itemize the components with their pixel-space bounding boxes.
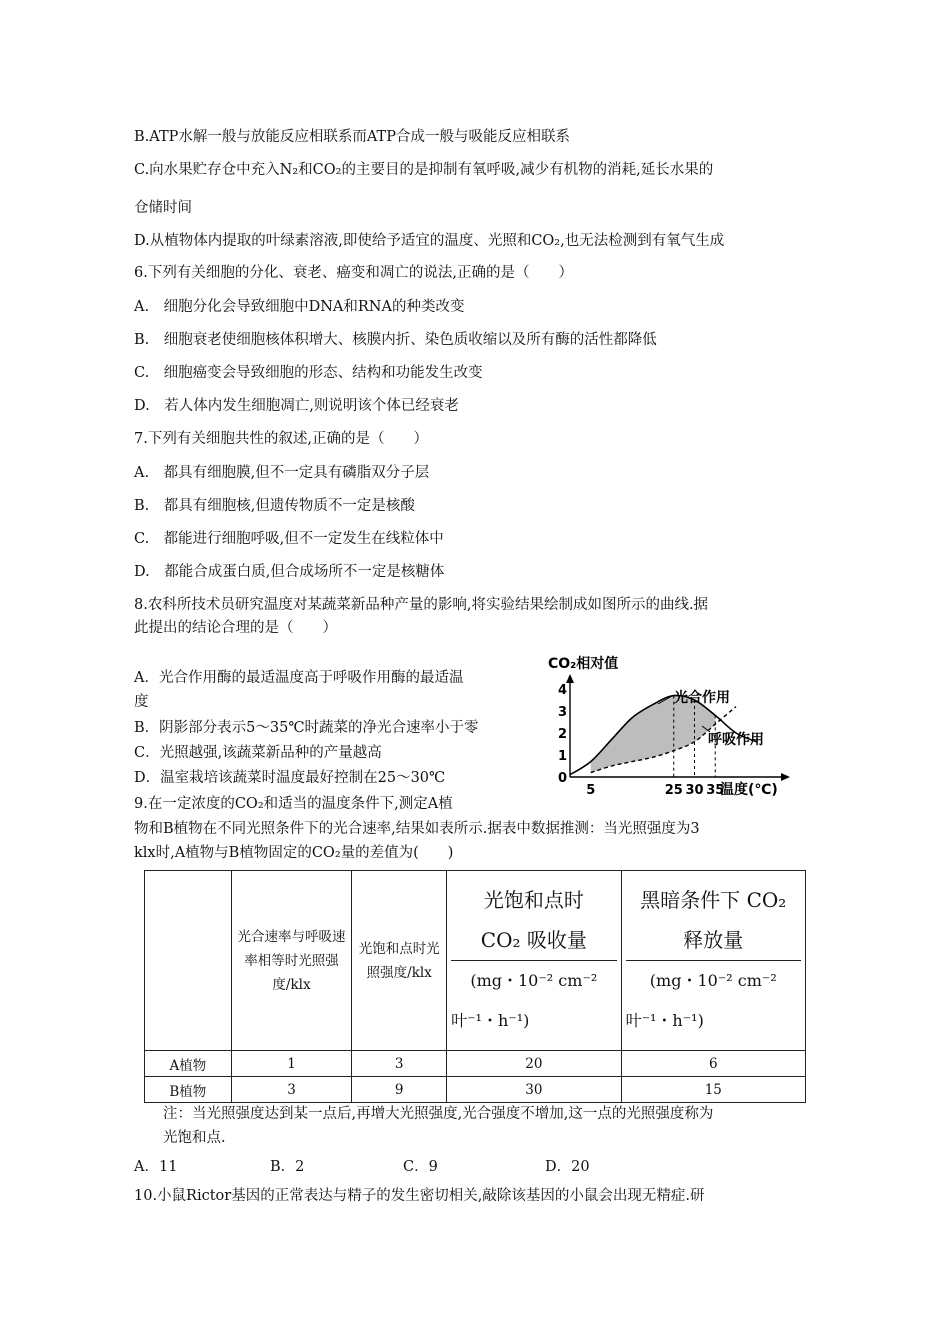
shaded-area [591, 695, 716, 772]
option: C．光照越强,该蔬菜新品种的产量越高 [134, 745, 382, 761]
x-tick-label: 25 [664, 783, 683, 798]
co2-chart [540, 650, 800, 800]
option: A. 都具有细胞膜,但不一定具有磷脂双分子层 [134, 465, 430, 481]
option: D. 若人体内发生细胞凋亡,则说明该个体已经衰老 [134, 398, 459, 414]
question-10: 10.小鼠Rictor基因的正常表达与精子的发生密切相关,敲除该基因的小鼠会出现无精症.研 [134, 1188, 705, 1204]
table-cell: 6 [621, 1051, 805, 1077]
option: B. 都具有细胞核,但遗传物质不一定是核酸 [134, 498, 415, 514]
option: C. 细胞癌变会导致细胞的形态、结构和功能发生改变 [134, 365, 483, 381]
header-cell [145, 871, 232, 1051]
x-axis-label: 温度(℃) [720, 782, 778, 798]
table-cell: 20 [447, 1051, 621, 1077]
line: B.ATP水解一般与放能反应相联系而ATP合成一般与吸能反应相联系 [134, 129, 570, 145]
line: 此提出的结论合理的是（ ） [134, 620, 337, 636]
line: 仓储时间 [134, 200, 192, 216]
option: D．温室栽培该蔬菜时温度最好控制在25～30℃ [134, 770, 446, 786]
x-axis-arrow [781, 773, 790, 781]
line: klx时,A植物与B植物固定的CO₂量的差值为( ) [134, 845, 454, 861]
line: 物和B植物在不同光照条件下的光合速率,结果如表所示.据表中数据推测：当光照强度为3 [134, 821, 700, 837]
answer-option-a: A．11 [134, 1159, 178, 1175]
x-tick-label: 30 [685, 783, 704, 798]
y-tick-label: 4 [558, 683, 568, 698]
header-line: 光饱和点时 [483, 888, 584, 912]
table-cell: A植物 [145, 1051, 232, 1077]
note: 注：当光照强度达到某一点后,再增大光照强度,光合强度不增加,这一点的光照强度称为 [163, 1106, 714, 1122]
header-cell: 光合速率与呼吸速率相等时光照强度/klx [231, 871, 352, 1051]
header-line: 叶⁻¹・h⁻¹) [451, 1011, 530, 1030]
y-axis-arrow [566, 674, 574, 683]
y-tick-label: 3 [558, 705, 568, 720]
note: 光饱和点. [163, 1130, 226, 1146]
y-tick-label: 0 [558, 771, 568, 786]
series-label-photosynthesis: 光合作用 [674, 690, 730, 706]
table-cell: 15 [621, 1077, 805, 1103]
table-cell: 3 [352, 1051, 447, 1077]
question-8: 8.农科所技术员研究温度对某蔬菜新品种产量的影响,将实验结果绘制成如图所示的曲线.据 [134, 597, 709, 613]
table-cell: 9 [352, 1077, 447, 1103]
line: C.向水果贮存仓中充入N₂和CO₂的主要目的是抑制有氧呼吸,减少有机物的消耗,延长水果的 [134, 162, 714, 178]
header-line: 释放量 [626, 920, 801, 961]
header-line: (mg・10⁻² cm⁻² [470, 971, 598, 990]
x-tick-label: 5 [586, 783, 596, 798]
table-cell: B植物 [145, 1077, 232, 1103]
option: B．阴影部分表示5～35℃时蔬菜的净光合速率小于零 [134, 720, 479, 736]
option: A. 细胞分化会导致细胞中DNA和RNA的种类改变 [134, 299, 465, 315]
table-cell: 1 [231, 1051, 352, 1077]
x-tick-label: 35 [706, 783, 725, 798]
header-cell: 光饱和点时光照强度/klx [352, 871, 447, 1051]
answer-option-b: B．2 [270, 1159, 305, 1175]
header-line: (mg・10⁻² cm⁻² [649, 971, 777, 990]
option: A．光合作用酶的最适温度高于呼吸作用酶的最适温 [134, 670, 464, 686]
question-7: 7.下列有关细胞共性的叙述,正确的是（ ） [134, 431, 428, 447]
question-6: 6.下列有关细胞的分化、衰老、癌变和凋亡的说法,正确的是（ ） [134, 265, 573, 281]
table-row [145, 1051, 806, 1077]
option: B. 细胞衰老使细胞核体积增大、核膜内折、染色质收缩以及所有酶的活性都降低 [134, 332, 657, 348]
table-header-row [145, 871, 806, 1051]
header-line: 叶⁻¹・h⁻¹) [625, 1011, 704, 1030]
header-line: CO₂ 吸收量 [451, 920, 616, 961]
option: D. 都能合成蛋白质,但合成场所不一定是核糖体 [134, 564, 445, 580]
header-cell-co2-uptake [447, 871, 621, 1051]
answer-option-c: C．9 [403, 1159, 438, 1175]
data-table [144, 870, 806, 1103]
y-tick-label: 2 [558, 727, 568, 742]
header-cell-co2-release [621, 871, 805, 1051]
answer-option-d: D．20 [545, 1159, 590, 1175]
question-9: 9.在一定浓度的CO₂和适当的温度条件下,测定A植 [134, 796, 453, 812]
header-line: 黑暗条件下 CO₂ [640, 888, 787, 912]
line: D.从植物体内提取的叶绿素溶液,即使给予适宜的温度、光照和CO₂,也无法检测到有氧气生成 [134, 233, 725, 249]
option: 度 [134, 694, 149, 710]
table-row [145, 1077, 806, 1103]
y-tick-label: 1 [558, 749, 568, 764]
option: C. 都能进行细胞呼吸,但不一定发生在线粒体中 [134, 531, 444, 547]
table-cell: 3 [231, 1077, 352, 1103]
series-label-respiration: 呼吸作用 [708, 732, 764, 748]
y-axis-label: CO₂相对值 [548, 656, 619, 672]
table-cell: 30 [447, 1077, 621, 1103]
